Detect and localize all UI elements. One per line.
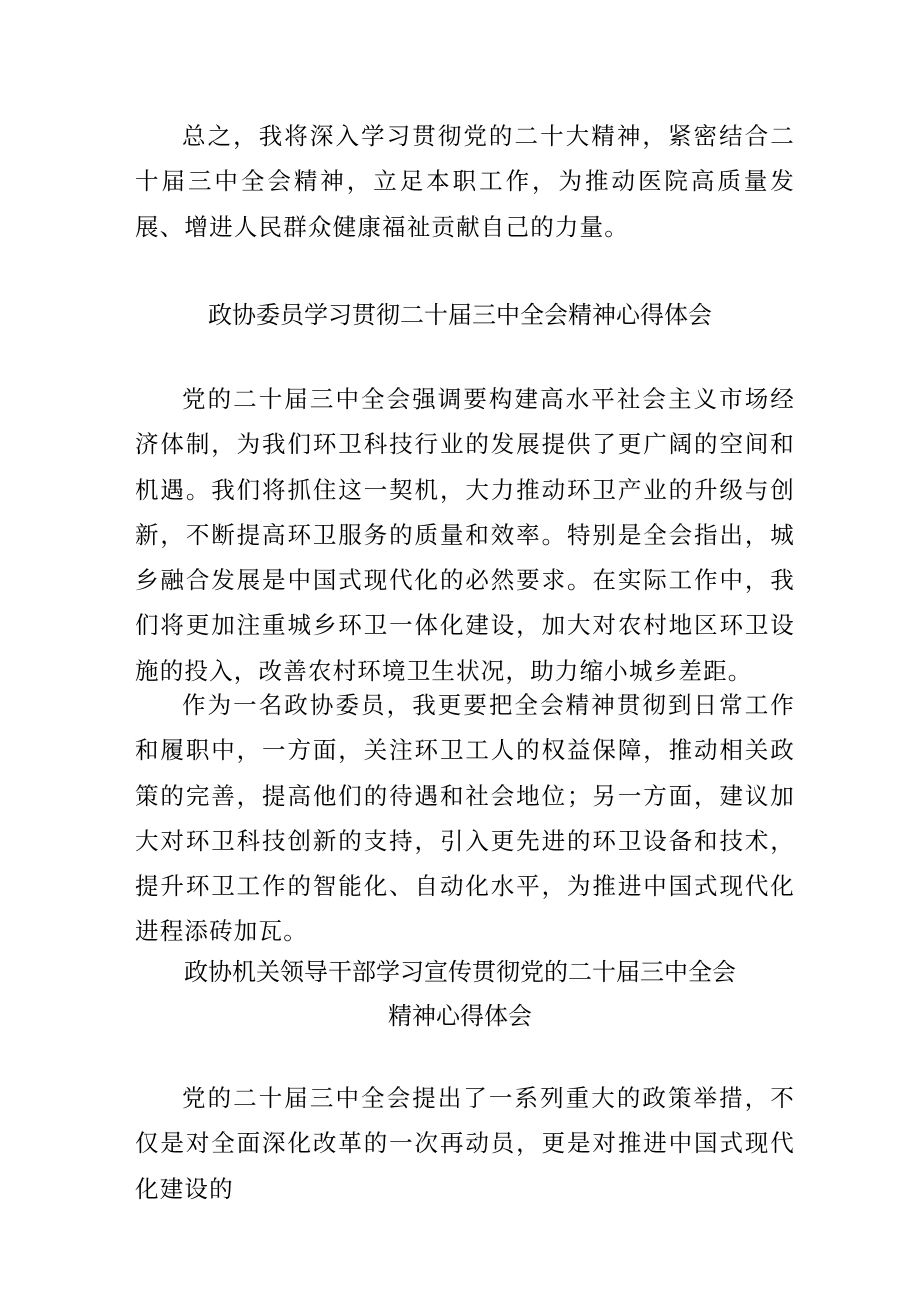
section-1-paragraph-1: 党的二十届三中全会强调要构建高水平社会主义市场经济体制，为我们环卫科技行业的发展提供了更广阔的空间和机遇。我们将抓住这一契机，大力推动环卫产业的升级与创新，不断提高环卫服务的质量和效率。特别是全会指出，城乡融合发展是中国式现代化的必然要求。在实际工作中，我们将更加注重城乡环卫一体化建设，加大对农村地区环卫设施的投入，改善农村环境卫生状况，助力缩小城乡差距。 (135, 385, 795, 685)
section-1-title: 政协委员学习贯彻二十届三中全会精神心得体会 (208, 301, 712, 329)
section-2-paragraph-1: 党的二十届三中全会提出了一系列重大的政策举措，不仅是对全面深化改革的一次再动员，更是对推进中国式现代化建设的 (135, 1084, 795, 1203)
section-2-title-line-2: 精神心得体会 (388, 1002, 532, 1030)
closing-paragraph: 总之，我将深入学习贯彻党的二十大精神，紧密结合二十届三中全会精神，立足本职工作，为推动医院高质量发展、增进人民群众健康福祉贡献自己的力量。 (135, 122, 795, 241)
section-1-paragraph-2: 作为一名政协委员，我更要把全会精神贯彻到日常工作和履职中，一方面，关注环卫工人的权益保障，推动相关政策的完善，提高他们的待遇和社会地位；另一方面，建议加大对环卫科技创新的支持，引入更先进的环卫设备和技术，提升环卫工作的智能化、自动化水平，为推进中国式现代化进程添砖加瓦。 (135, 691, 795, 946)
section-2-title-line-1: 政协机关领导干部学习宣传贯彻党的二十届三中全会 (184, 958, 736, 986)
section-2-title (100, 950, 820, 1038)
